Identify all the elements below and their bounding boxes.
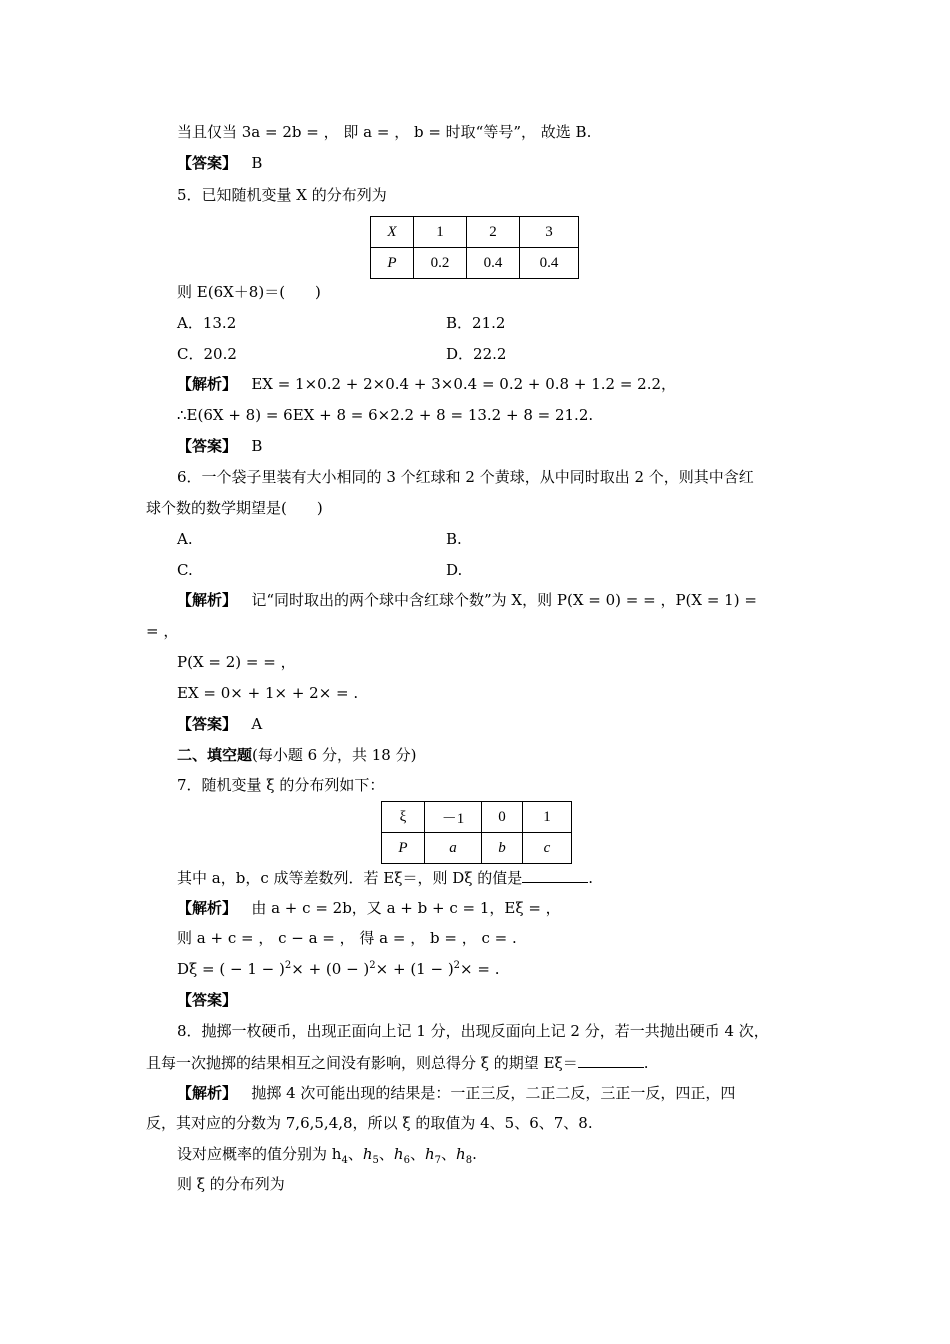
analysis-line — [177, 1082, 735, 1104]
analysis-line: 则 ξ 的分布列为 — [177, 1175, 285, 1193]
analysis-label: 【解析】 — [177, 899, 238, 917]
exponent: 2 — [453, 960, 461, 971]
analysis-text: EX = 1×0.2 + 2×0.4 + 3×0.4 = 0.2 + 0.8 + 1.2 = 2.2， — [251, 375, 677, 393]
subscript: 8 — [465, 1155, 473, 1166]
question-6-cont: 球个数的数学期望是( ) — [146, 499, 323, 517]
period: . — [472, 1145, 477, 1163]
variable: h — [393, 1145, 404, 1163]
table-cell: c — [523, 833, 572, 864]
separator: 、 — [378, 1145, 394, 1163]
question-text: 且每一次抛掷的结果相互之间没有影响，则总得分 ξ 的期望 Eξ＝ — [146, 1054, 578, 1072]
table-cell: 3 — [520, 217, 579, 248]
analysis-line: ∴E(6X + 8) = 6EX + 8 = 6×2.2 + 8 = 13.2 + 8 = 21.2. — [177, 406, 594, 424]
section-title: 二、填空题 — [177, 746, 253, 764]
analysis-line: = ， — [146, 622, 179, 640]
option-c: C．20.2 — [177, 345, 237, 363]
question-7-ask — [177, 866, 593, 889]
text-line: 当且仅当 3a = 2b = ， 即 a = ， b = 时取“等号”， 故选 B. — [177, 123, 592, 141]
option-b: B. — [446, 530, 462, 548]
option-a: A．13.2 — [177, 314, 237, 332]
period: . — [643, 1054, 649, 1072]
table-cell: P — [382, 833, 425, 864]
variable: h — [424, 1145, 435, 1163]
analysis-label: 【解析】 — [177, 1084, 238, 1102]
analysis-label: 【解析】 — [177, 375, 238, 393]
analysis-text: 抛掷 4 次可能出现的结果是：一正三反，二正二反，三正一反，四正，四 — [251, 1084, 736, 1102]
table-cell: a — [425, 833, 482, 864]
analysis-line — [177, 958, 500, 980]
formula-part: × + (0 − ) — [291, 960, 370, 978]
section-note: (每小题 6 分，共 18 分) — [252, 746, 417, 764]
answer-line-6 — [177, 713, 262, 735]
question-8: 8．抛掷一枚硬币，出现正面向上记 1 分，出现反面向上记 2 分，若一共抛出硬币 4 次， — [177, 1022, 769, 1040]
analysis-label: 【解析】 — [177, 591, 238, 609]
table-cell: 0.4 — [467, 248, 520, 279]
table-cell: 0 — [482, 802, 523, 833]
analysis-line — [177, 589, 757, 611]
analysis-line: EX = 0× + 1× + 2× = . — [177, 684, 359, 702]
subscript: 7 — [434, 1155, 441, 1166]
option-d: D. — [446, 561, 463, 579]
subscript: 5 — [372, 1155, 379, 1166]
option-d: D．22.2 — [446, 345, 507, 363]
subscript: 4 — [341, 1155, 348, 1166]
distribution-table-5 — [370, 216, 579, 279]
option-c: C. — [177, 561, 193, 579]
analysis-line — [177, 373, 676, 395]
answer-label: 【答案】 — [177, 715, 238, 733]
analysis-text: 记“同时取出的两个球中含红球个数”为 X，则 P(X = 0) = = ，P(X = 1) = — [251, 591, 757, 609]
table-cell: P — [371, 248, 414, 279]
analysis-line: 则 a + c = ， c − a = ， 得 a = ， b = ， c = . — [177, 929, 517, 947]
analysis-line: P(X = 2) = = ， — [177, 653, 296, 671]
subscript: 6 — [403, 1155, 410, 1166]
table-cell: X — [371, 217, 414, 248]
answer-line-7 — [177, 989, 237, 1011]
answer-label: 【答案】 — [177, 991, 238, 1009]
option-b: B．21.2 — [446, 314, 506, 332]
question-6: 6．一个袋子里装有大小相同的 3 个红球和 2 个黄球，从中同时取出 2 个，则其中含红 — [177, 468, 754, 486]
analysis-line — [177, 897, 561, 919]
answer-blank — [522, 866, 588, 883]
answer-value: A — [251, 715, 263, 733]
table-row — [371, 217, 579, 248]
table-cell: 2 — [467, 217, 520, 248]
answer-value: B — [251, 154, 263, 172]
table-row — [382, 833, 572, 864]
table-row — [371, 248, 579, 279]
separator: 、 — [347, 1145, 363, 1163]
question-5-ask: 则 E(6X＋8)＝( ) — [177, 283, 321, 301]
option-a: A. — [177, 530, 193, 548]
question-8-cont — [146, 1051, 649, 1074]
answer-blank — [578, 1051, 644, 1068]
answer-line-5 — [177, 435, 262, 457]
table-cell: b — [482, 833, 523, 864]
question-text: 其中 a，b，c 成等差数列．若 Eξ＝，则 Dξ 的值是 — [177, 869, 523, 887]
variable: h — [362, 1145, 373, 1163]
variable: h — [456, 1145, 466, 1163]
analysis-text: 由 a + c = 2b，又 a + b + c = 1，Eξ = ， — [251, 899, 561, 917]
table-cell: ξ — [382, 802, 425, 833]
distribution-table-7 — [381, 801, 572, 864]
answer-value: B — [251, 437, 263, 455]
question-7: 7．随机变量 ξ 的分布列如下： — [177, 776, 385, 794]
table-cell: 0.2 — [414, 248, 467, 279]
text-part: 设对应概率的值分别为 h — [177, 1145, 342, 1163]
table-cell: 1 — [523, 802, 572, 833]
table-cell: －1 — [425, 802, 482, 833]
separator: 、 — [409, 1145, 425, 1163]
question-5: 5．已知随机变量 X 的分布列为 — [177, 186, 387, 204]
period: . — [588, 869, 594, 887]
answer-label: 【答案】 — [177, 154, 238, 172]
section-heading — [177, 744, 416, 766]
exponent: 2 — [369, 960, 376, 971]
table-cell: 1 — [414, 217, 467, 248]
answer-label: 【答案】 — [177, 437, 238, 455]
answer-line-4 — [177, 152, 262, 174]
analysis-line — [177, 1143, 477, 1165]
exponent: 2 — [284, 960, 292, 971]
analysis-line: 反，其对应的分数为 7,6,5,4,8，所以 ξ 的取值为 4、5、6、7、8. — [146, 1114, 593, 1132]
separator: 、 — [441, 1145, 457, 1163]
table-row — [382, 802, 572, 833]
formula-part: × = . — [460, 960, 500, 978]
table-cell: 0.4 — [520, 248, 579, 279]
formula-part: × + (1 − ) — [375, 960, 454, 978]
formula-part: Dξ = ( − 1 − ) — [177, 960, 285, 978]
